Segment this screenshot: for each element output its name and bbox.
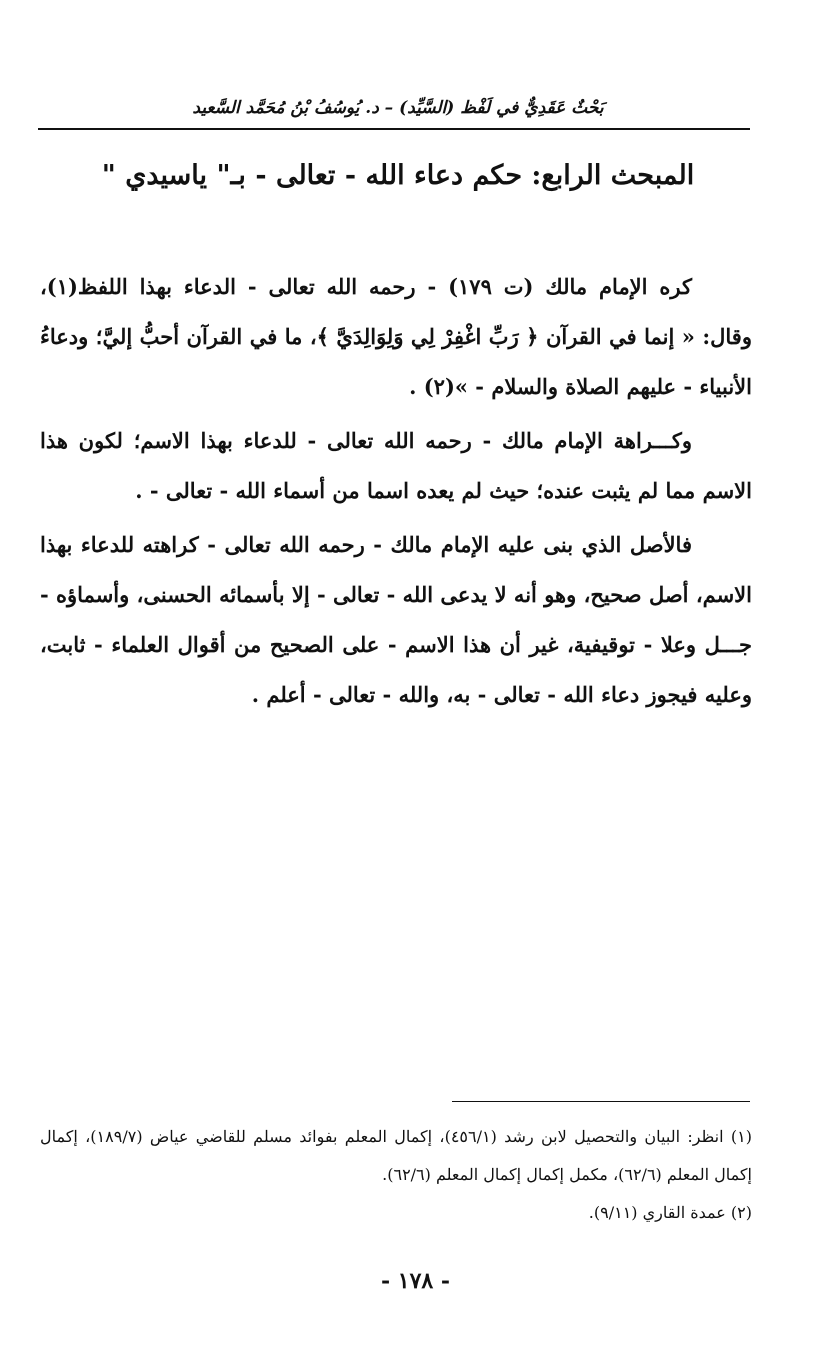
paragraph-2: وكـــراهة الإمام مالك - رحمه الله تعالى - للدعاء بهذا الاسم؛ لكون هذا الاسم مما لم يثبت عنده؛ حيث لم يعده اسما من أسماء الله - تعالى - .: [40, 428, 752, 503]
header-divider: [38, 128, 750, 130]
body-text: [40, 262, 752, 724]
paragraph-3: فالأصل الذي بنى عليه الإمام مالك - رحمه الله تعالى - كراهته للدعاء بهذا الاسم، أصل صحيح، وهو أنه لا يدعى الله - تعالى - إلا بأسمائه الحسنى، وأسماؤه - جـــل وعلا - توقيفية، غير أن هذا الاسم - على الصحيح من أقوال العلماء - ثابت، وعليه فيجوز دعاء الله - تعالى - به، والله - تعالى - أعلم .: [40, 532, 752, 707]
running-header: بَحْثٌ عَقَدِيٌّ في لَفْظ (السَّيِّد) – د. يُوسُفُ بْنُ مُحَمَّد السَّعيد: [192, 98, 604, 118]
footnotes: [40, 1118, 752, 1232]
footnote-2: (٢) عمدة القاري (٩/١١).: [588, 1203, 752, 1222]
footnote-1: (١) انظر: البيان والتحصيل لابن رشد (٤٥٦/١)، إكمال المعلم بفوائد مسلم للقاضي عياض (١٨٩/٧)، إكمال إكمال المعلم (٦٢/٦)، مكمل إكمال إكمال المعلم (٦٢/٦).: [40, 1127, 752, 1184]
page-number: - ١٧٨ -: [380, 1268, 451, 1294]
section-title: المبحث الرابع: حكم دعاء الله - تعالى - بـ" ياسيدي ": [101, 160, 695, 191]
paragraph-1: كره الإمام مالك (ت ١٧٩) - رحمه الله تعالى - الدعاء بهذا اللفظ(١)، وقال: « إنما في القرآن ﴿ رَبِّ اغْفِرْ لِي وَلِوَالِدَيَّ ﴾، ما في القرآن أحبُّ إليَّ؛ ودعاءُ الأنبياء - عليهم الصلاة والسلام - »(٢) .: [40, 274, 752, 399]
footnote-divider: [452, 1101, 750, 1102]
